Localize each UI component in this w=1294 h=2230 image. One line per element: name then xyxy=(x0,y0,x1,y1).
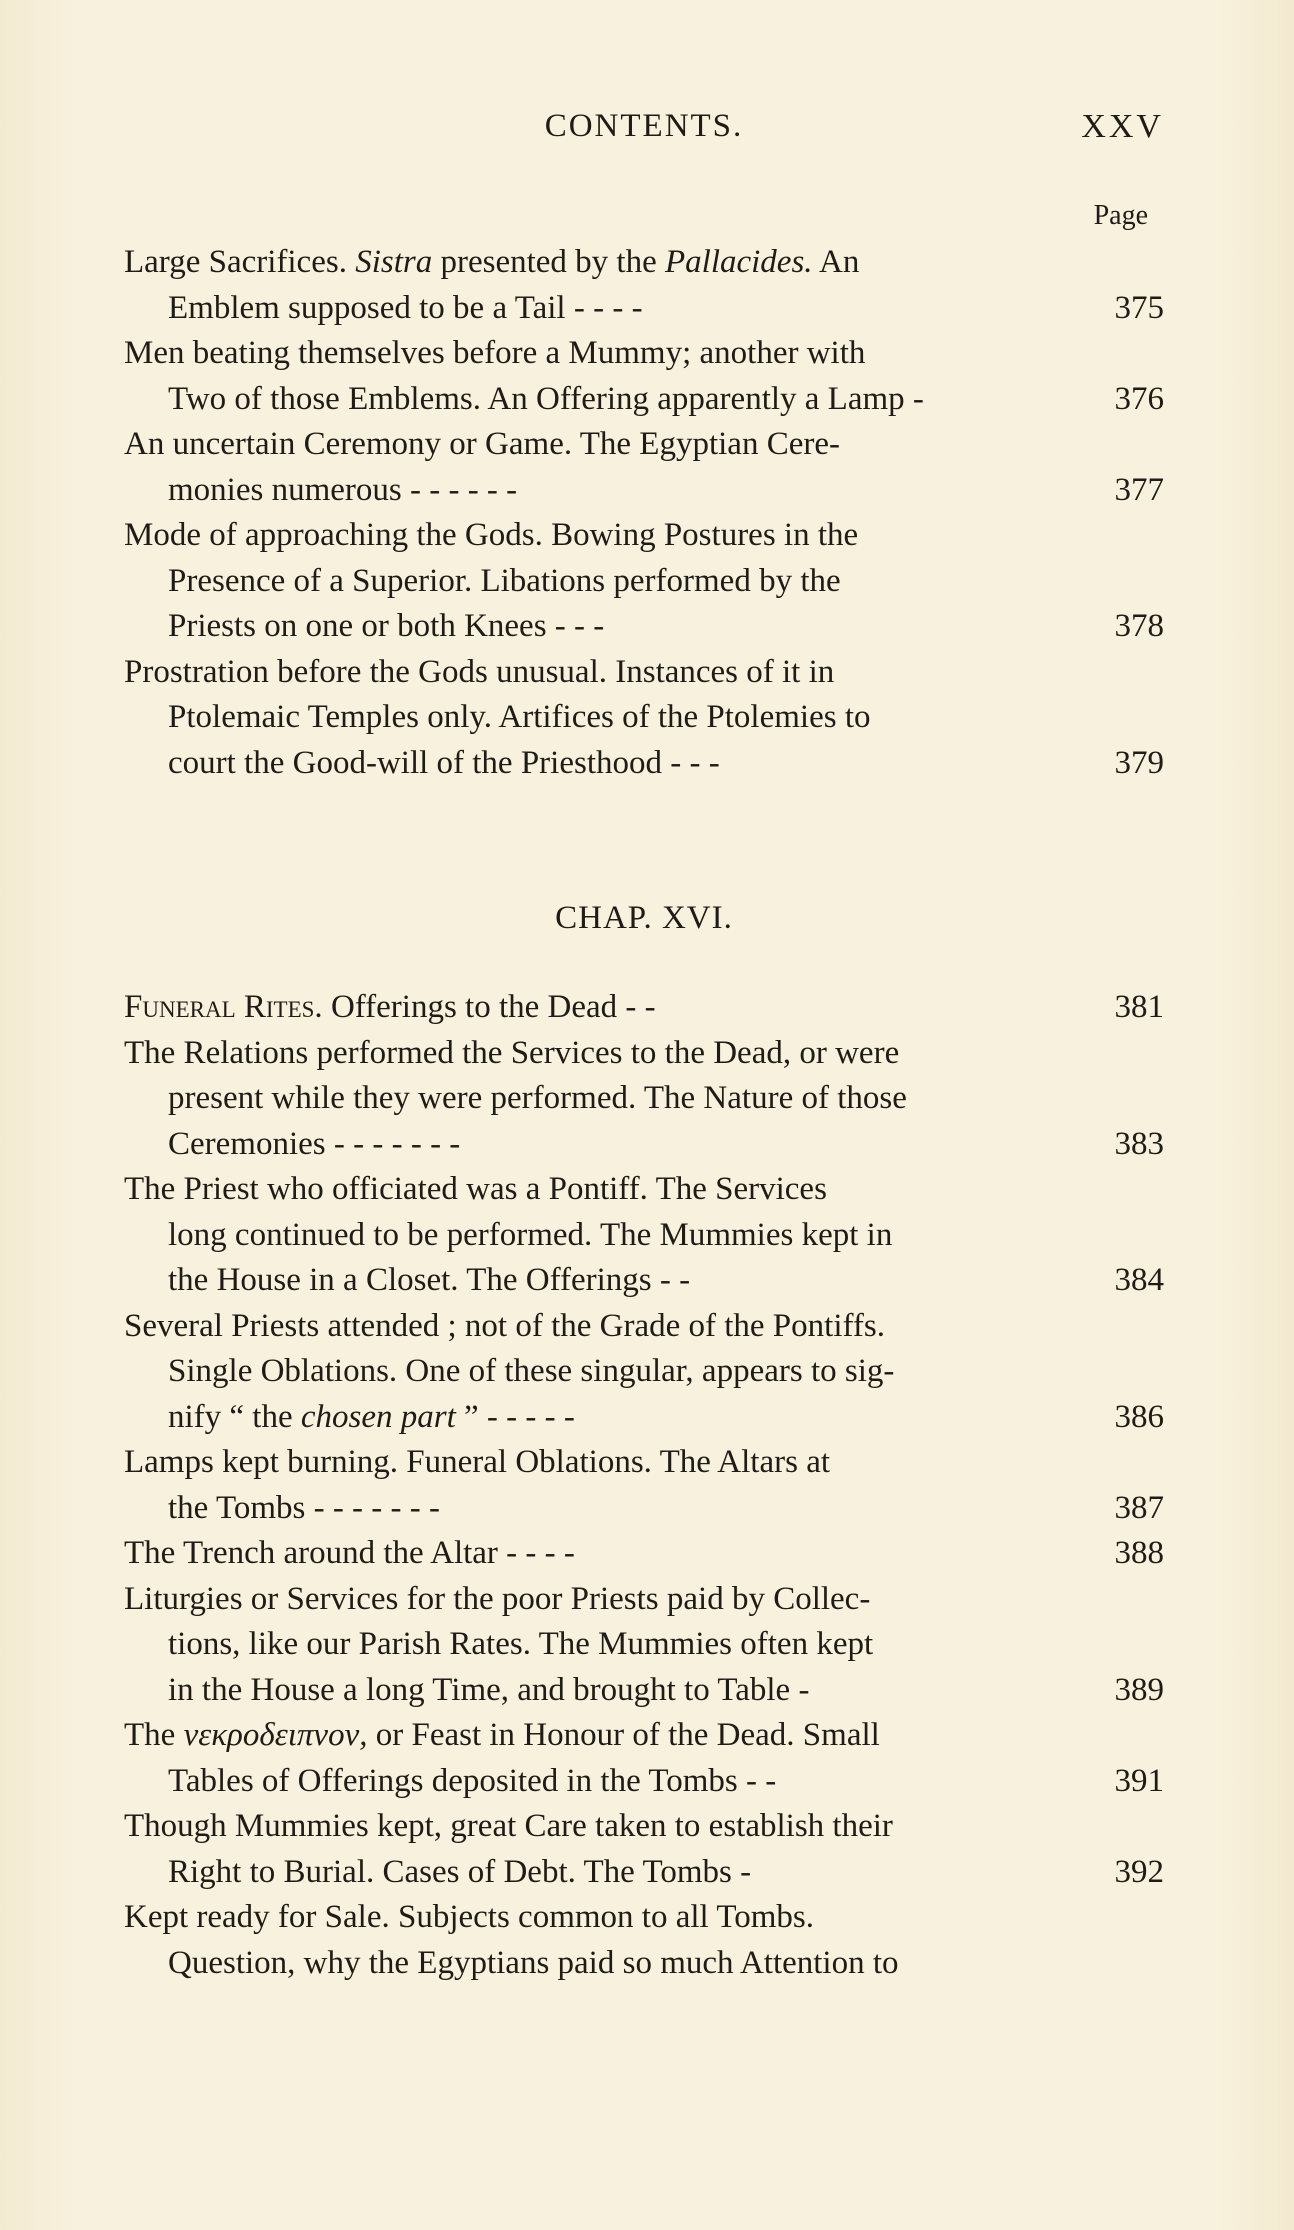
entry-line xyxy=(124,1167,1164,1213)
entry-line xyxy=(124,1076,1164,1122)
entry-line xyxy=(124,1258,1164,1304)
running-title: CONTENTS. xyxy=(544,108,744,144)
contents-entry xyxy=(124,1531,1164,1577)
contents-entry xyxy=(124,1304,1164,1441)
entry-text: An uncertain Ceremony or Game. The Egyptian Cere- xyxy=(124,426,840,462)
page-number: 391 xyxy=(1114,1762,1164,1799)
entry-line xyxy=(124,1440,1164,1486)
entry-line xyxy=(124,604,1164,650)
entry-text: Sistra xyxy=(355,244,433,280)
entry-text: The xyxy=(124,1717,184,1753)
entry-line xyxy=(124,513,1164,559)
entry-line xyxy=(124,1349,1164,1395)
entry-line xyxy=(124,468,1164,514)
entry-text: Prostration before the Gods unusual. Instances of it in xyxy=(124,653,835,690)
entry-text: Men beating themselves before a Mummy; another with xyxy=(124,335,866,371)
entry-text: Several Priests attended ; not of the Grade of the Pontiffs. xyxy=(124,1307,885,1344)
entry-text: The Priest who officiated was a Pontiff. The Services xyxy=(124,1171,827,1207)
contents-entry xyxy=(124,1895,1164,1986)
page-number: 389 xyxy=(1114,1671,1164,1708)
entry-text: Liturgies or Services for the poor Priests paid by Collec- xyxy=(124,1580,871,1617)
contents-entry xyxy=(124,1713,1164,1804)
entry-text: the Tombs - - - - - - - xyxy=(168,1489,441,1526)
entry-line xyxy=(124,1668,1164,1714)
entry-text: tions, like our Parish Rates. The Mummies often kept xyxy=(168,1626,874,1662)
entry-text: ” - - - - - xyxy=(455,1398,575,1435)
entry-line xyxy=(124,1531,1164,1577)
entry-line xyxy=(124,1895,1164,1941)
entry-line xyxy=(124,1486,1164,1532)
contents-entry xyxy=(124,650,1164,787)
entry-line xyxy=(124,331,1164,377)
entry-line xyxy=(124,1031,1164,1077)
page-number: 378 xyxy=(1114,608,1164,644)
contents-entry xyxy=(124,985,1164,1031)
entry-text: Priests on one or both Knees - - - xyxy=(168,608,605,644)
entry-text: court the Good-will of the Priesthood - - - xyxy=(168,744,720,781)
entry-text: Ceremonies - - - - - - - xyxy=(168,1125,461,1162)
entry-text: present while they were performed. The Nature of those xyxy=(168,1080,907,1116)
entry-text: Presence of a Superior. Libations performed by the xyxy=(168,562,841,599)
contents-entry xyxy=(124,513,1164,650)
entry-line xyxy=(124,741,1164,787)
page-number: 387 xyxy=(1114,1489,1164,1526)
entry-text: Kept ready for Sale. Subjects common to all Tombs. xyxy=(124,1899,814,1935)
entry-line xyxy=(124,1122,1164,1168)
entry-text: Single Oblations. One of these singular, appears to sig- xyxy=(168,1353,895,1389)
entry-text: nify “ the xyxy=(168,1398,301,1435)
entry-text: Question, why the Egyptians paid so much Attention to xyxy=(168,1944,899,1981)
entry-text: long continued to be performed. The Mummies kept in xyxy=(168,1216,893,1253)
entry-text: An xyxy=(812,244,860,280)
running-head xyxy=(124,108,1164,156)
entry-text: Mode of approaching the Gods. Bowing Postures in the xyxy=(124,517,859,553)
entry-text: Tables of Offerings deposited in the Tombs - - xyxy=(168,1762,777,1799)
page-column-label: Page xyxy=(1093,200,1148,231)
contents-entry xyxy=(124,1440,1164,1531)
contents-entry xyxy=(124,1577,1164,1714)
entry-line xyxy=(124,422,1164,468)
entry-text: Though Mummies kept, great Care taken to establish their xyxy=(124,1808,893,1844)
contents-entry xyxy=(124,1167,1164,1304)
entry-text: Pallacides. xyxy=(665,244,813,280)
entry-text: Emblem supposed to be a Tail - - - - xyxy=(168,289,643,326)
page-number: 392 xyxy=(1114,1853,1164,1890)
contents-entry xyxy=(124,331,1164,422)
entry-line xyxy=(124,1622,1164,1668)
page-number: 388 xyxy=(1114,1535,1164,1571)
entry-line xyxy=(124,650,1164,696)
entry-text: The Trench around the Altar - - - - xyxy=(124,1535,575,1571)
contents-section-1 xyxy=(124,240,1164,786)
entry-line xyxy=(124,377,1164,423)
contents-entry xyxy=(124,422,1164,513)
page-number: 384 xyxy=(1114,1262,1164,1298)
entry-text: chosen part xyxy=(300,1398,456,1435)
page-number: 375 xyxy=(1114,289,1164,326)
entry-line xyxy=(124,985,1164,1031)
entry-line xyxy=(124,1850,1164,1896)
page-number: 379 xyxy=(1114,744,1164,781)
entry-text: the House in a Closet. The Offerings - - xyxy=(168,1262,691,1298)
entry-line xyxy=(124,1395,1164,1441)
entry-line xyxy=(124,559,1164,605)
entry-text: Offerings to the Dead - - xyxy=(322,989,656,1025)
entry-text: presented by the xyxy=(432,244,665,280)
entry-line xyxy=(124,1304,1164,1350)
page-number: 377 xyxy=(1114,471,1164,508)
entry-text: Right to Burial. Cases of Debt. The Tombs - xyxy=(168,1853,752,1890)
contents-entry xyxy=(124,1031,1164,1168)
entry-text: Ptolemaic Temples only. Artifices of the Ptolemies to xyxy=(168,699,871,735)
entry-text: Large Sacrifices. xyxy=(124,244,356,280)
chapter-heading: CHAP. XVI. xyxy=(555,900,733,936)
page-number: 376 xyxy=(1114,380,1164,417)
entry-text: in the House a long Time, and brought to Table - xyxy=(168,1671,810,1708)
folio-number: XXV xyxy=(1081,108,1164,145)
entry-line xyxy=(124,1213,1164,1259)
entry-text: Funeral Rites. xyxy=(124,989,323,1025)
entry-text: Lamps kept burning. Funeral Oblations. The Altars at xyxy=(124,1444,831,1480)
entry-line xyxy=(124,1804,1164,1850)
entry-line xyxy=(124,1941,1164,1987)
entry-text: νεκροδειπνον, xyxy=(183,1717,368,1753)
entry-line xyxy=(124,286,1164,332)
entry-line xyxy=(124,695,1164,741)
entry-line xyxy=(124,1577,1164,1623)
entry-line xyxy=(124,1759,1164,1805)
contents-section-2 xyxy=(124,985,1164,1986)
page-number: 383 xyxy=(1114,1125,1164,1162)
page-number: 386 xyxy=(1114,1398,1164,1435)
contents-entry xyxy=(124,240,1164,331)
entry-line xyxy=(124,240,1164,286)
entry-line xyxy=(124,1713,1164,1759)
entry-text: Two of those Emblems. An Offering apparently a Lamp - xyxy=(168,380,924,417)
contents-entry xyxy=(124,1804,1164,1895)
page-number: 381 xyxy=(1114,989,1164,1025)
entry-text: The Relations performed the Services to the Dead, or were xyxy=(124,1034,900,1071)
entry-text: monies numerous - - - - - - xyxy=(168,471,518,508)
entry-text: or Feast in Honour of the Dead. Small xyxy=(367,1717,880,1753)
